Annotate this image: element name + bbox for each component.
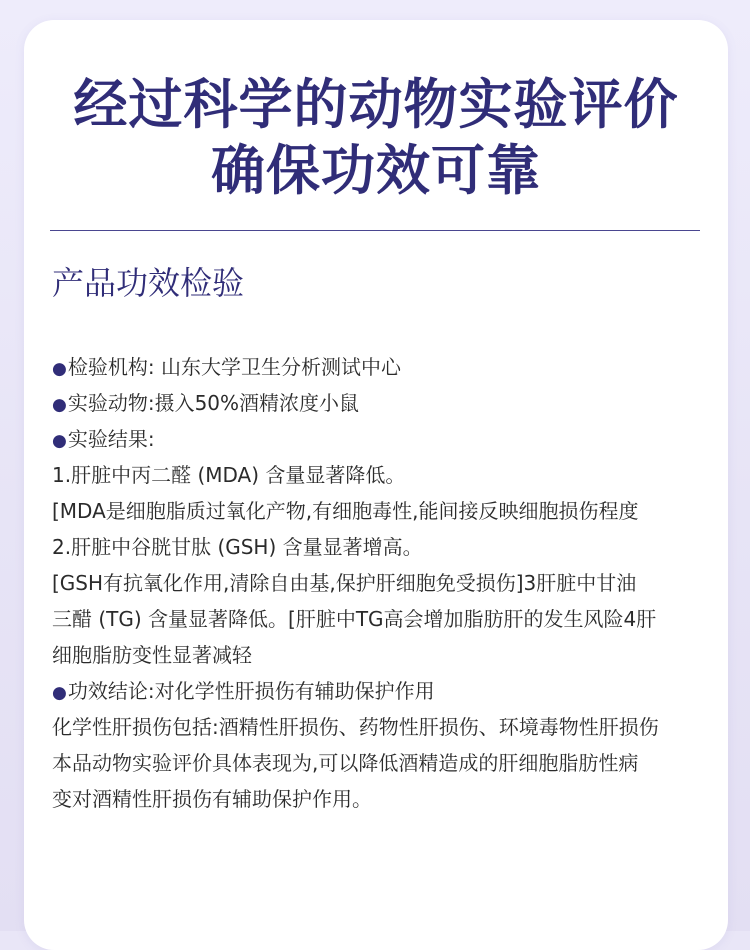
bullet-dot-icon: ● <box>52 683 67 703</box>
conclusion-line: 变对酒精性肝损伤有辅助保护作用。 <box>52 787 372 811</box>
bullet-results <box>52 421 712 457</box>
bullet-conclusion <box>52 673 712 709</box>
bullet-institution <box>52 349 712 385</box>
conclusion-text: 功效结论:对化学性肝损伤有辅助保护作用 <box>67 679 435 703</box>
title-line-2: 确保功效可靠 <box>211 139 541 202</box>
bullet-animal <box>52 385 712 421</box>
results-text: 实验结果: <box>67 427 155 451</box>
title-divider <box>50 230 700 231</box>
bullet-dot-icon: ● <box>52 395 67 415</box>
page-title <box>24 72 728 204</box>
result-line: 三醋 (TG) 含量显著降低。[肝脏中TG高会增加脂肪肝的发生风险4肝 <box>52 607 657 631</box>
title-line-1: 经过科学的动物实验评价 <box>73 73 679 136</box>
conclusion-line: 本品动物实验评价具体表现为,可以降低酒精造成的肝细胞脂肪性病 <box>52 751 639 775</box>
bullet-dot-icon: ● <box>52 431 67 451</box>
animal-text: 实验动物:摄入50%酒精浓度小鼠 <box>67 391 360 415</box>
result-line: 1.肝脏中丙二醛 (MDA) 含量显著降低。 <box>52 463 406 487</box>
result-line: 细胞脂肪变性显著减轻 <box>52 643 252 667</box>
conclusion-line: 化学性肝损伤包括:酒精性肝损伤、药物性肝损伤、环境毒物性肝损伤 <box>52 715 659 739</box>
content-card <box>24 20 728 950</box>
result-line: [GSH有抗氧化作用,清除自由基,保护肝细胞免受损伤]3肝脏中甘油 <box>52 571 637 595</box>
result-line: [MDA是细胞脂质过氧化产物,有细胞毒性,能间接反映细胞损伤程度 <box>52 499 639 523</box>
efficacy-test-details <box>52 349 712 817</box>
institution-text: 检验机构: 山东大学卫生分析测试中心 <box>67 355 401 379</box>
section-heading: 产品功效检验 <box>52 264 245 302</box>
result-line: 2.肝脏中谷胱甘肽 (GSH) 含量显著增高。 <box>52 535 423 559</box>
bullet-dot-icon: ● <box>52 359 67 379</box>
